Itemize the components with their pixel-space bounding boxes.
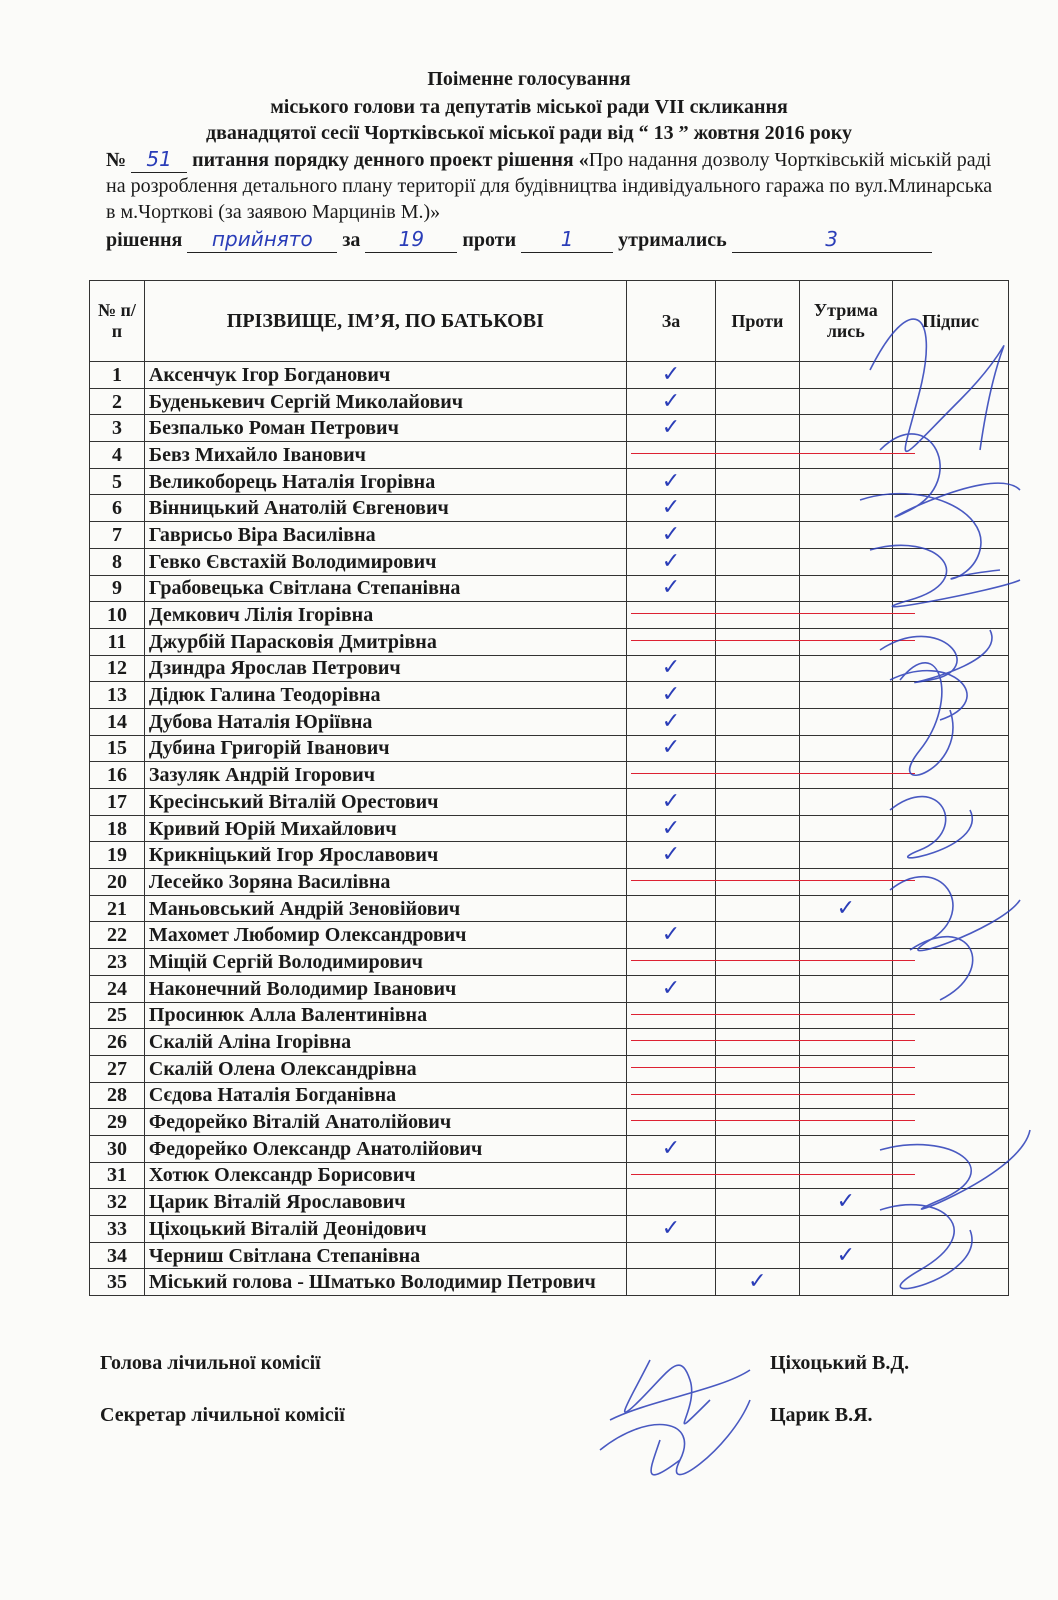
check-mark-icon: ✓ [661,815,681,841]
check-mark-icon: ✓ [661,468,681,494]
row-number: 24 [90,975,145,1002]
vote-against-cell [716,415,799,442]
vote-for-cell [626,468,715,495]
col-abstain-header: Утрима лись [799,281,893,362]
member-name: Аксенчук Ігор Богданович [144,362,626,389]
for-label: за [342,229,361,251]
vote-for-cell [626,522,715,549]
row-number: 11 [90,628,145,655]
vote-for-cell [626,548,715,575]
row-number: 35 [90,1269,145,1296]
member-name: Царик Віталій Ярославович [144,1189,626,1216]
vote-for-cell [626,762,715,789]
vote-against-cell [716,1162,799,1189]
vote-against-cell [716,1082,799,1109]
check-mark-icon: ✓ [661,708,681,734]
row-number: 34 [90,1242,145,1269]
vote-against-cell [716,895,799,922]
row-number: 12 [90,655,145,682]
check-mark-icon: ✓ [661,682,681,708]
member-name: Федорейко Віталій Анатолійович [144,1109,626,1136]
check-mark-icon: ✓ [661,735,681,761]
vote-for-cell [626,602,715,629]
secretary-label: Секретар лічильної комісії [100,1404,345,1426]
row-number: 18 [90,815,145,842]
vote-for-cell [626,682,715,709]
vote-against-cell [716,1109,799,1136]
question-no-value: 51 [131,146,187,173]
row-number: 10 [90,602,145,629]
vote-against-cell [716,1002,799,1029]
row-number: 9 [90,575,145,602]
vote-against-cell [716,682,799,709]
chair-name: Ціхоцький В.Д. [770,1352,910,1374]
vote-for-cell [626,655,715,682]
member-name: Дідюк Галина Теодорівна [144,682,626,709]
vote-for-cell [626,1189,715,1216]
check-mark-icon: ✓ [661,521,681,547]
doc-subtitle: міського голови та депутатів міської ради VII скликання [270,96,788,118]
row-number: 16 [90,762,145,789]
against-value: 1 [521,226,613,253]
decision-value: прийнято [187,226,337,253]
abstain-label: утримались [618,229,727,251]
member-name: Кривий Юрій Михайлович [144,815,626,842]
member-name: Бевз Михайло Іванович [144,442,626,469]
vote-for-cell [626,842,715,869]
doc-title: Поіменне голосування [427,68,631,90]
check-mark-icon: ✓ [836,1242,856,1268]
vote-for-cell [626,895,715,922]
member-name: Джурбій Парасковія Дмитрівна [144,628,626,655]
for-value: 19 [365,226,457,253]
vote-for-cell [626,869,715,896]
vote-for-cell [626,949,715,976]
abstain-value: 3 [732,226,932,253]
vote-against-cell [716,575,799,602]
row-number: 17 [90,789,145,816]
question-no-label: № [106,149,127,171]
row-number: 6 [90,495,145,522]
vote-against-cell [716,442,799,469]
row-number: 26 [90,1029,145,1056]
member-name: Демкович Лілія Ігорівна [144,602,626,629]
member-name: Лесейко Зоряна Василівна [144,869,626,896]
vote-against-cell [716,388,799,415]
vote-for-cell [626,1002,715,1029]
member-name: Міський голова - Шматько Володимир Петрович [144,1269,626,1296]
vote-against-cell [716,628,799,655]
member-name: Дубина Григорій Іванович [144,735,626,762]
vote-for-cell [626,735,715,762]
row-number: 15 [90,735,145,762]
check-mark-icon: ✓ [661,788,681,814]
vote-for-cell [626,708,715,735]
session-date-line: дванадцятої сесії Чортківської міської ради від “ 13 ” жовтня 2016 року [205,122,853,144]
vote-for-cell [626,1055,715,1082]
vote-for-cell [626,1109,715,1136]
vote-for-cell [626,1029,715,1056]
member-name: Федорейко Олександр Анатолійович [144,1135,626,1162]
member-name: Хотюк Олександр Борисович [144,1162,626,1189]
check-mark-icon: ✓ [661,655,681,681]
check-mark-icon: ✓ [836,895,856,921]
check-mark-icon: ✓ [661,842,681,868]
member-name: Зазуляк Андрій Ігорович [144,762,626,789]
question-title-prefix: питання порядку денного проект рішення « [192,149,589,171]
member-name: Великоборець Наталія Ігорівна [144,468,626,495]
row-number: 2 [90,388,145,415]
member-name: Гевко Євстахій Володимирович [144,548,626,575]
vote-against-cell [716,815,799,842]
vote-for-cell [626,1135,715,1162]
decision-label: рішення [106,229,183,251]
vote-for-cell [626,495,715,522]
vote-against-cell [716,1135,799,1162]
member-name: Черниш Світлана Степанівна [144,1242,626,1269]
row-number: 28 [90,1082,145,1109]
check-mark-icon: ✓ [661,1215,681,1241]
col-name-header: ПРІЗВИЩЕ, ІМ’Я, ПО БАТЬКОВІ [144,281,626,362]
vote-against-cell [716,522,799,549]
vote-for-cell [626,415,715,442]
vote-for-cell [626,362,715,389]
vote-against-cell [716,869,799,896]
vote-against-cell [716,1055,799,1082]
member-name: Маньовський Андрій Зеновійович [144,895,626,922]
vote-against-cell [716,1269,799,1296]
question-block [106,146,996,225]
vote-against-cell [716,602,799,629]
row-number: 1 [90,362,145,389]
check-mark-icon: ✓ [836,1189,856,1215]
vote-against-cell [716,1216,799,1243]
vote-against-cell [716,949,799,976]
vote-for-cell [626,789,715,816]
member-name: Вінницький Анатолій Євгенович [144,495,626,522]
check-mark-icon: ✓ [661,1135,681,1161]
member-name: Дубова Наталія Юріївна [144,708,626,735]
vote-against-cell [716,362,799,389]
vote-against-cell [716,468,799,495]
row-number: 33 [90,1216,145,1243]
vote-for-cell [626,388,715,415]
vote-against-cell [716,548,799,575]
member-name: Махомет Любомир Олександрович [144,922,626,949]
vote-against-cell [716,495,799,522]
check-mark-icon: ✓ [661,575,681,601]
member-name: Сєдова Наталія Богданівна [144,1082,626,1109]
vote-against-cell [716,762,799,789]
member-name: Кресінський Віталій Орестович [144,789,626,816]
member-name: Безпалько Роман Петрович [144,415,626,442]
member-name: Буденькевич Сергій Миколайович [144,388,626,415]
member-name: Наконечний Володимир Іванович [144,975,626,1002]
row-number: 23 [90,949,145,976]
member-name: Крикніцький Ігор Ярославович [144,842,626,869]
check-mark-icon: ✓ [661,361,681,387]
member-name: Дзиндра Ярослав Петрович [144,655,626,682]
member-name: Просинюк Алла Валентинівна [144,1002,626,1029]
secretary-name: Царик В.Я. [770,1404,873,1426]
vote-against-cell [716,655,799,682]
row-number: 4 [90,442,145,469]
check-mark-icon: ✓ [748,1269,767,1295]
vote-against-cell [716,975,799,1002]
vote-for-cell [626,628,715,655]
row-number: 29 [90,1109,145,1136]
member-name: Гаврисьо Віра Василівна [144,522,626,549]
row-number: 14 [90,708,145,735]
vote-against-cell [716,735,799,762]
row-number: 30 [90,1135,145,1162]
check-mark-icon: ✓ [661,495,681,521]
col-against-header: Проти [716,281,799,362]
vote-against-cell [716,1189,799,1216]
question-title: Про надання дозволу Чортківській міській раді на розроблення детального плану території для будівництва індивідуального гаража по вул.Млинарська в м.Чорткові (за заявою Марцинів М.)» [106,149,993,223]
col-for-header: За [626,281,715,362]
vote-for-cell [626,1269,715,1296]
check-mark-icon: ✓ [661,922,681,948]
result-line [106,226,996,253]
member-name: Скалій Аліна Ігорівна [144,1029,626,1056]
row-number: 25 [90,1002,145,1029]
vote-for-cell [626,1082,715,1109]
row-number: 8 [90,548,145,575]
chair-label: Голова лічильної комісії [100,1352,321,1374]
row-number: 32 [90,1189,145,1216]
check-mark-icon: ✓ [661,548,681,574]
check-mark-icon: ✓ [661,975,681,1001]
commission-signatures [590,1340,770,1500]
row-number: 27 [90,1055,145,1082]
member-name: Скалій Олена Олександрівна [144,1055,626,1082]
vote-against-cell [716,1242,799,1269]
check-mark-icon: ✓ [661,388,681,414]
signatures-column-scribbles [850,250,1050,1330]
vote-for-cell [626,815,715,842]
vote-against-cell [716,842,799,869]
vote-for-cell [626,1216,715,1243]
vote-against-cell [716,789,799,816]
row-number: 7 [90,522,145,549]
member-name: Грабовецька Світлана Степанівна [144,575,626,602]
against-label: проти [462,229,517,251]
col-num-header: № п/п [90,281,145,362]
row-number: 31 [90,1162,145,1189]
row-number: 3 [90,415,145,442]
row-number: 13 [90,682,145,709]
col-sign-header: Підпис [893,281,1009,362]
vote-against-cell [716,922,799,949]
member-name: Міщій Сергій Володимирович [144,949,626,976]
row-number: 20 [90,869,145,896]
check-mark-icon: ✓ [661,415,681,441]
row-number: 22 [90,922,145,949]
vote-for-cell [626,442,715,469]
member-name: Ціхоцький Віталій Деонідович [144,1216,626,1243]
row-number: 21 [90,895,145,922]
row-number: 19 [90,842,145,869]
vote-against-cell [716,1029,799,1056]
vote-for-cell [626,1242,715,1269]
vote-against-cell [716,708,799,735]
row-number: 5 [90,468,145,495]
vote-for-cell [626,922,715,949]
vote-for-cell [626,575,715,602]
vote-for-cell [626,1162,715,1189]
vote-for-cell [626,975,715,1002]
